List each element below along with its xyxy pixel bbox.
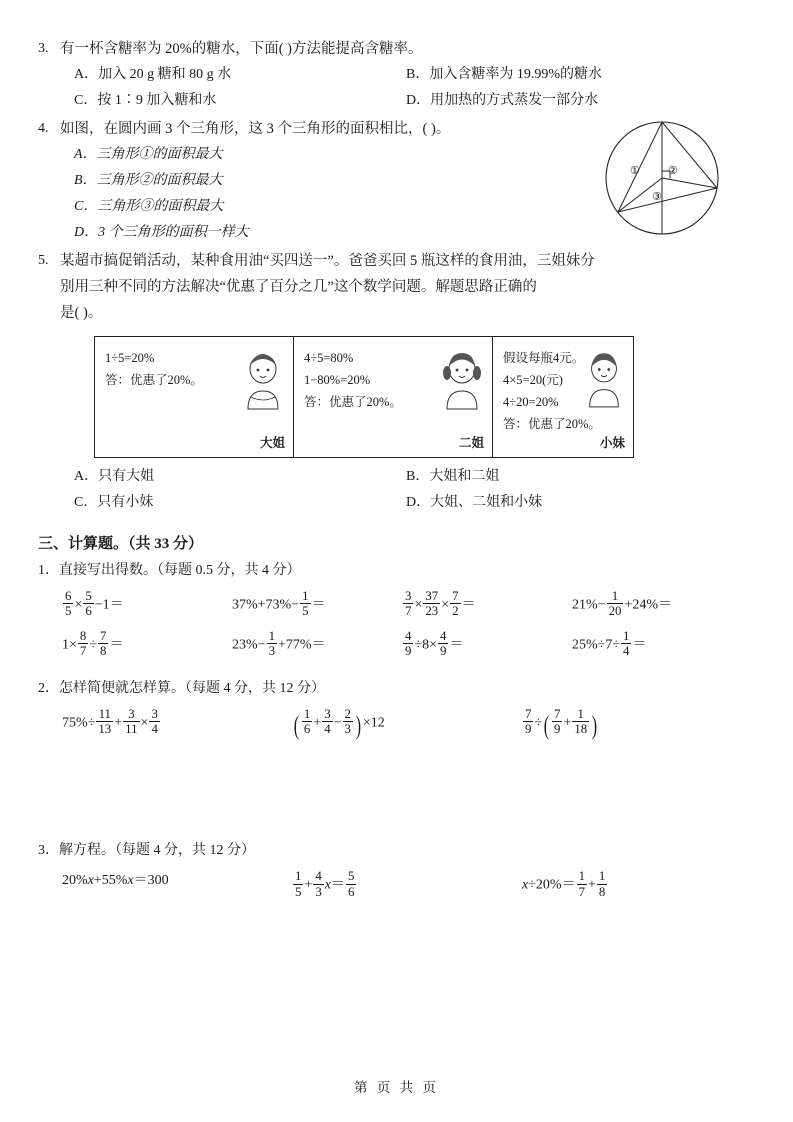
simplify-item-1: 75%÷ $\frac{11}{13}$ + $\frac{3}{11}$ × $\frac{3}{4}$ bbox=[62, 706, 158, 737]
equation-item-3: x÷20%＝ $\frac{1}{7}$ + $\frac{1}{8}$ bbox=[522, 869, 606, 899]
section-3-sub-3-label: 3．解方程。（每题 4 分，共 12 分） bbox=[38, 843, 255, 859]
question-3-option-b[interactable]: B．加入含糖率为 19.99%的糖水 bbox=[406, 67, 602, 82]
eldest-sister-name: 大姐 bbox=[259, 436, 285, 450]
oral-calc-item-3: $\frac{3}{7}$ × $\frac{37}{23}$ × $\frac{7}{2}$ ＝ bbox=[405, 589, 476, 619]
thinking-methods-table bbox=[94, 336, 634, 458]
second-line-3: 答：优惠了20%。 bbox=[304, 395, 402, 409]
girl-avatar-icon bbox=[581, 351, 627, 415]
circle-triangles-figure bbox=[596, 116, 736, 246]
page-content bbox=[38, 36, 750, 905]
youngest-line-3: 4÷20=20% bbox=[503, 395, 559, 409]
question-4-number: 4. bbox=[38, 121, 49, 136]
question-3-number: 3. bbox=[38, 41, 49, 56]
question-3 bbox=[38, 36, 750, 114]
question-5-number: 5. bbox=[38, 253, 49, 268]
second-line-1: 4÷5=80% bbox=[304, 351, 354, 365]
oral-calc-item-6: 23%− $\frac{1}{3}$ +77%＝ bbox=[232, 628, 326, 659]
question-5-text-line-3: 是( )。 bbox=[60, 305, 103, 321]
table-cell-youngest-sister bbox=[493, 337, 634, 458]
youngest-line-4: 答：优惠了20%。 bbox=[503, 417, 601, 431]
simplify-calc-row bbox=[62, 707, 750, 742]
equation-item-1: 20%x+55%x＝300 bbox=[62, 873, 169, 889]
oral-calc-item-7: $\frac{4}{9}$ ÷8× $\frac{4}{9}$ ＝ bbox=[405, 628, 464, 659]
equation-row bbox=[62, 869, 750, 899]
oral-calc-item-1: $\frac{6}{5}$ × $\frac{5}{6}$ −1＝ bbox=[65, 589, 124, 619]
youngest-sister-name: 小妹 bbox=[599, 436, 625, 450]
oral-calc-item-5: 1× $\frac{8}{7}$ ÷ $\frac{7}{8}$ ＝ bbox=[62, 628, 124, 659]
oral-calc-item-8: 25%÷7÷ $\frac{1}{4}$ ＝ bbox=[572, 628, 647, 659]
simplify-item-2: ( $\frac{1}{6}$ + $\frac{3}{4}$ − $\frac{2}{3}$ ) ×12 bbox=[293, 706, 385, 741]
question-5-option-c[interactable]: C．只有小妹 bbox=[74, 495, 154, 510]
question-4 bbox=[38, 116, 750, 246]
eldest-line-2: 答：优惠了20%。 bbox=[105, 373, 203, 387]
page-footer: 第 页 共 页 bbox=[353, 1080, 440, 1095]
question-5-option-d[interactable]: D．大姐、二姐和小妹 bbox=[406, 495, 543, 510]
girl-avatar-icon bbox=[239, 351, 287, 417]
eldest-line-1: 1÷5=20% bbox=[105, 351, 155, 365]
svg-text:③: ③ bbox=[652, 191, 662, 203]
question-4-option-d[interactable]: D．3 个三角形的面积一样大 bbox=[74, 225, 249, 240]
question-3-option-a[interactable]: A．加入 20 g 糖和 80 g 水 bbox=[74, 67, 232, 82]
svg-text:①: ① bbox=[630, 165, 640, 177]
question-5-option-b[interactable]: B．大姐和二姐 bbox=[406, 469, 500, 484]
oral-calc-item-2: 37%+73%− $\frac{1}{5}$ ＝ bbox=[232, 589, 326, 619]
oral-calc-row-2 bbox=[62, 629, 750, 659]
question-5-options bbox=[60, 464, 750, 516]
question-5 bbox=[38, 248, 750, 516]
second-line-2: 1−80%=20% bbox=[304, 373, 371, 387]
simplify-item-3: $\frac{7}{9}$ ÷( $\frac{7}{9}$ + $\frac{1}{18}$ ) bbox=[525, 706, 598, 741]
question-3-option-d[interactable]: D．用加热的方式蒸发一部分水 bbox=[406, 93, 599, 108]
table-cell-eldest-sister bbox=[95, 337, 294, 458]
second-sister-name: 二姐 bbox=[458, 436, 484, 450]
oral-calc-row-1 bbox=[62, 589, 750, 619]
girl-avatar-icon bbox=[438, 351, 486, 417]
table-cell-second-sister bbox=[294, 337, 493, 458]
section-3-sub-2-label: 2．怎样简便就怎样算。（每题 4 分，共 12 分） bbox=[38, 680, 325, 696]
question-5-text-line-1: 某超市搞促销活动，某种食用油“买四送一”。爸爸买回 5 瓶这样的食用油，三姐妹分 bbox=[60, 253, 595, 269]
svg-text:②: ② bbox=[668, 165, 678, 177]
question-5-text-line-2: 别用三种不同的方法解决“优惠了百分之几”这个数学问题。解题思路正确的 bbox=[60, 279, 537, 295]
question-3-options bbox=[60, 62, 750, 114]
question-4-option-b[interactable]: B．三角形②的面积最大 bbox=[74, 173, 223, 188]
equation-item-2: $\frac{1}{5}$ + $\frac{4}{3}$ x＝ $\frac{5}{6}$ bbox=[295, 869, 355, 899]
question-4-options bbox=[60, 142, 500, 246]
table-row bbox=[95, 337, 634, 458]
youngest-line-2: 4×5=20(元) bbox=[503, 373, 563, 387]
question-3-text: 有一杯含糖率为 20%的糖水，下面( )方法能提高含糖率。 bbox=[60, 41, 423, 57]
question-4-option-a[interactable]: A．三角形①的面积最大 bbox=[74, 147, 223, 162]
section-3-title: 三、计算题。（共 33 分） bbox=[38, 536, 204, 552]
oral-calc-item-4: 21%− $\frac{1}{20}$ +24%＝ bbox=[572, 589, 672, 619]
youngest-line-1: 假设每瓶4元。 bbox=[503, 351, 585, 365]
question-4-option-c[interactable]: C．三角形③的面积最大 bbox=[74, 199, 224, 214]
question-5-option-a[interactable]: A．只有大姐 bbox=[74, 469, 155, 484]
question-4-text: 如图，在圆内画 3 个三角形，这 3 个三角形的面积相比，( )。 bbox=[60, 121, 451, 137]
question-3-option-c[interactable]: C．按 1∶9 加入糖和水 bbox=[74, 93, 217, 108]
section-3-sub-1-label: 1．直接写出得数。（每题 0.5 分，共 4 分） bbox=[38, 563, 301, 578]
